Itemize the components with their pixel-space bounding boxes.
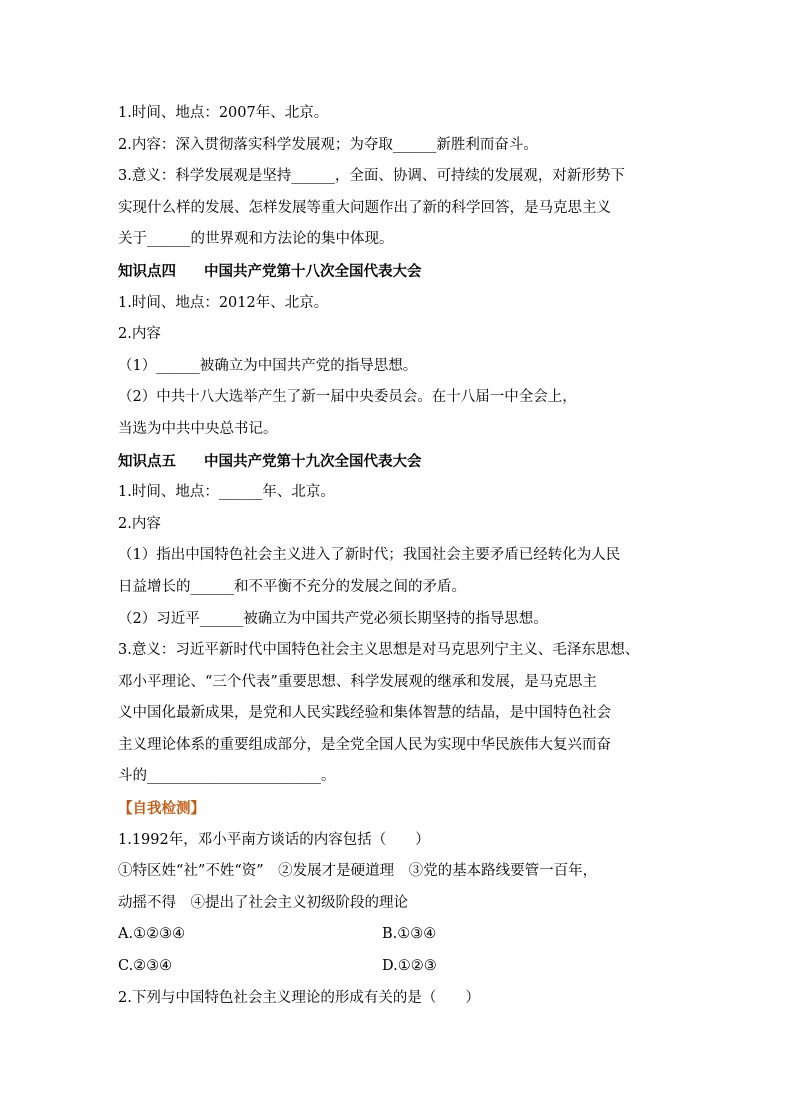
text-line: 1.时间、地点：2012年、北京。 xyxy=(118,294,329,311)
text-line: 3.意义：科学发展观是坚持______，全面、协调、可持续的发展观，对新形势下 xyxy=(118,168,625,185)
text-line: 斗的________________________。 xyxy=(118,768,336,785)
text-line: 2.内容：深入贯彻落实科学发展观；为夺取______新胜利而奋斗。 xyxy=(118,136,538,153)
heading-label: 知识点五 xyxy=(118,452,176,470)
text-line: 3.意义：习近平新时代中国特色社会主义思想是对马克思列宁主义、毛泽东思想、 xyxy=(118,642,640,659)
text-line: （2）中共十八大选举产生了新一届中央委员会。在十八届一中全会上， xyxy=(118,389,577,406)
text-line: 主义理论体系的重要组成部分，是全党全国人民为实现中华民族伟大复兴而奋 xyxy=(118,736,611,753)
question-1-statements-cont: 动摇不得 ④提出了社会主义初级阶段的理论 xyxy=(118,894,408,911)
self-test-heading: 【自我检测】 xyxy=(118,800,205,818)
text-line: 实现什么样的发展、怎样发展等重大问题作出了新的科学回答，是马克思主义 xyxy=(118,199,611,216)
text-line: 义中国化最新成果，是党和人民实践经验和集体智慧的结晶，是中国特色社会 xyxy=(118,705,611,722)
text-line: 1.时间、地点：2007年、北京。 xyxy=(118,105,329,121)
text-line: 日益增长的______和不平衡不充分的发展之间的矛盾。 xyxy=(118,578,466,595)
text-line: 邓小平理论、“三个代表”重要思想、科学发展观的继承和发展，是马克思主 xyxy=(118,673,597,690)
options-row-2 xyxy=(118,951,674,983)
question-1: 1.1992年，邓小平南方谈话的内容包括（ ） xyxy=(118,831,430,848)
heading-label: 知识点四 xyxy=(118,262,176,280)
option-c: C.②③④ xyxy=(118,958,173,975)
text-line: 关于______的世界观和方法论的集中体现。 xyxy=(118,231,394,248)
heading-title: 中国共产党第十九次全国代表大会 xyxy=(204,452,422,470)
text-line: （2）习近平______被确立为中国共产党必须长期坚持的指导思想。 xyxy=(118,610,548,627)
text-line: （1）指出中国特色社会主义进入了新时代；我国社会主要矛盾已经转化为人民 xyxy=(118,547,621,564)
option-b: B.①③④ xyxy=(382,926,437,943)
question-1-statements: ①特区姓“社”不姓“资” ②发展才是硬道理 ③党的基本路线要管一百年， xyxy=(118,863,598,880)
text-line: 当选为中共中央总书记。 xyxy=(118,420,278,437)
question-2: 2.下列与中国特色社会主义理论的形成有关的是（ ） xyxy=(118,989,480,1006)
text-line: 2.内容 xyxy=(118,515,161,532)
text-line: 2.内容 xyxy=(118,326,161,343)
options-row-1 xyxy=(118,919,674,951)
document-page xyxy=(118,98,674,1014)
section-heading-point5 xyxy=(118,446,674,478)
text-line: 1.时间、地点：______年、北京。 xyxy=(118,484,335,501)
text-line: （1）______被确立为中国共产党的指导思想。 xyxy=(118,357,418,374)
heading-title: 中国共产党第十八次全国代表大会 xyxy=(204,262,422,280)
option-d: D.①②③ xyxy=(382,958,437,975)
option-a: A.①②③④ xyxy=(118,926,186,943)
section-heading-point4 xyxy=(118,256,674,288)
